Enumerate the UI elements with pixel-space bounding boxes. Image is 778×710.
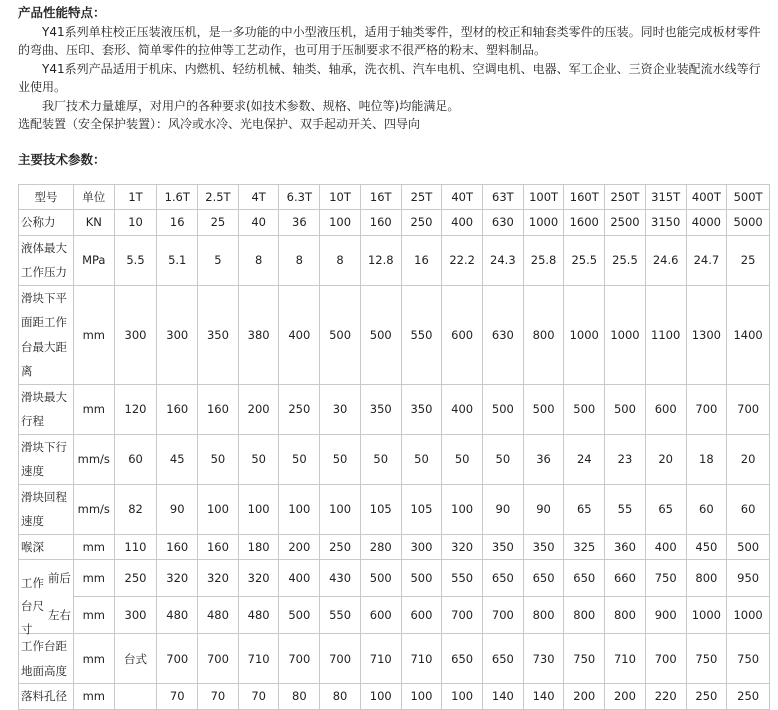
value-cell: 1600 bbox=[564, 210, 605, 236]
dim-label-front-back: 前后 bbox=[47, 571, 71, 585]
value-cell: 350 bbox=[401, 384, 442, 434]
table-row bbox=[19, 634, 770, 684]
value-cell: 140 bbox=[523, 684, 564, 710]
value-cell: 50 bbox=[198, 434, 239, 484]
value-cell: 500 bbox=[483, 384, 524, 434]
value-cell: 280 bbox=[360, 534, 401, 560]
value-cell: 360 bbox=[605, 534, 646, 560]
value-cell: 10 bbox=[114, 210, 157, 236]
row-label: 喉深 bbox=[19, 534, 74, 560]
value-cell: 24.3 bbox=[483, 235, 524, 285]
value-cell: 700 bbox=[320, 634, 361, 684]
spec-table bbox=[18, 184, 770, 710]
value-cell: 100 bbox=[401, 684, 442, 710]
value-cell: 50 bbox=[360, 434, 401, 484]
value-cell bbox=[114, 684, 157, 710]
header-cell: 40T bbox=[442, 185, 483, 210]
value-cell: 750 bbox=[727, 634, 770, 684]
intro-paragraph-3: 我厂技术力量雄厚，对用户的各种要求(如技术参数、规格、吨位等)均能满足。 bbox=[42, 98, 460, 113]
value-cell: 25 bbox=[198, 210, 239, 236]
value-cell: 50 bbox=[238, 434, 279, 484]
value-cell: 800 bbox=[523, 285, 564, 384]
value-cell: 105 bbox=[401, 484, 442, 534]
intro-paragraph-2: Y41系列产品适用于机床、内燃机、轻纺机械、轴类、轴承，洗衣机、汽车电机、空调电机、电器、军工企业、三资企业装配流水线等行业使用。 bbox=[18, 61, 761, 94]
value-cell: 5 bbox=[198, 235, 239, 285]
value-cell: 700 bbox=[645, 634, 686, 684]
value-cell: 710 bbox=[360, 634, 401, 684]
row-label: 落料孔径 bbox=[19, 684, 74, 710]
value-cell: 100 bbox=[279, 484, 320, 534]
value-cell: 16 bbox=[157, 210, 198, 236]
value-cell: 480 bbox=[157, 597, 198, 634]
value-cell: 430 bbox=[320, 560, 361, 597]
value-cell: 80 bbox=[279, 684, 320, 710]
value-cell: 500 bbox=[279, 597, 320, 634]
value-cell: 480 bbox=[238, 597, 279, 634]
value-cell: 900 bbox=[645, 597, 686, 634]
value-cell: 82 bbox=[114, 484, 157, 534]
value-cell: 100 bbox=[360, 684, 401, 710]
table-row bbox=[19, 560, 770, 597]
value-cell: 350 bbox=[198, 285, 239, 384]
value-cell: 350 bbox=[483, 534, 524, 560]
header-cell: 250T bbox=[605, 185, 646, 210]
value-cell: 500 bbox=[727, 534, 770, 560]
value-cell: 700 bbox=[483, 597, 524, 634]
value-cell: 4000 bbox=[686, 210, 727, 236]
intro-paragraph-1: Y41系列单柱校正压装液压机，是一多功能的中小型液压机，适用于轴类零件，型材的校正和轴套类零件的压装。同时也能完成板材零件的弯曲、压印、套形、简单零件的拉伸等工艺动作，也可用于压制要求不很严格的粉末、塑料制品。 bbox=[18, 24, 761, 57]
value-cell: 36 bbox=[523, 434, 564, 484]
table-header-row bbox=[19, 185, 770, 210]
table-row bbox=[19, 235, 770, 285]
value-cell: 700 bbox=[442, 597, 483, 634]
value-cell: 60 bbox=[686, 484, 727, 534]
header-cell: 315T bbox=[645, 185, 686, 210]
value-cell: 200 bbox=[279, 534, 320, 560]
value-cell: 650 bbox=[564, 560, 605, 597]
value-cell: 750 bbox=[686, 634, 727, 684]
value-cell: 25.5 bbox=[605, 235, 646, 285]
value-cell: 250 bbox=[727, 684, 770, 710]
value-cell: 300 bbox=[157, 285, 198, 384]
value-cell: 710 bbox=[401, 634, 442, 684]
value-cell: 55 bbox=[605, 484, 646, 534]
value-cell: 24.7 bbox=[686, 235, 727, 285]
value-cell: 400 bbox=[279, 560, 320, 597]
value-cell: 730 bbox=[523, 634, 564, 684]
value-cell: 16 bbox=[401, 235, 442, 285]
value-cell: 650 bbox=[483, 560, 524, 597]
value-cell: 380 bbox=[238, 285, 279, 384]
value-cell: 5.5 bbox=[114, 235, 157, 285]
value-cell: 40 bbox=[238, 210, 279, 236]
row-label: 滑块最大行程 bbox=[19, 384, 74, 434]
value-cell: 8 bbox=[238, 235, 279, 285]
value-cell: 70 bbox=[198, 684, 239, 710]
value-cell: 250 bbox=[686, 684, 727, 710]
unit-cell: mm bbox=[73, 384, 114, 434]
value-cell: 950 bbox=[727, 560, 770, 597]
value-cell: 1100 bbox=[645, 285, 686, 384]
value-cell: 600 bbox=[401, 597, 442, 634]
table-row bbox=[19, 210, 770, 236]
value-cell: 200 bbox=[605, 684, 646, 710]
value-cell: 650 bbox=[523, 560, 564, 597]
value-cell: 12.8 bbox=[360, 235, 401, 285]
header-cell: 2.5T bbox=[198, 185, 239, 210]
value-cell: 500 bbox=[320, 285, 361, 384]
unit-cell: mm bbox=[73, 534, 114, 560]
header-cell: 500T bbox=[727, 185, 770, 210]
header-cell: 16T bbox=[360, 185, 401, 210]
value-cell: 500 bbox=[360, 560, 401, 597]
value-cell: 700 bbox=[157, 634, 198, 684]
row-label: 工作台距地面高度 bbox=[19, 634, 74, 684]
features-heading: 产品性能特点： bbox=[18, 5, 106, 20]
row-label: 公称力 bbox=[19, 210, 74, 236]
value-cell: 1000 bbox=[686, 597, 727, 634]
value-cell: 650 bbox=[442, 634, 483, 684]
value-cell: 50 bbox=[320, 434, 361, 484]
value-cell: 160 bbox=[198, 384, 239, 434]
unit-cell: mm bbox=[73, 684, 114, 710]
value-cell: 750 bbox=[645, 560, 686, 597]
value-cell: 5.1 bbox=[157, 235, 198, 285]
value-cell: 1400 bbox=[727, 285, 770, 384]
value-cell: 1000 bbox=[727, 597, 770, 634]
header-cell: 1T bbox=[114, 185, 157, 210]
value-cell: 160 bbox=[360, 210, 401, 236]
params-heading: 主要技术参数： bbox=[18, 152, 106, 167]
value-cell: 500 bbox=[360, 285, 401, 384]
value-cell: 700 bbox=[727, 384, 770, 434]
value-cell: 160 bbox=[157, 384, 198, 434]
value-cell: 1000 bbox=[564, 285, 605, 384]
product-intro bbox=[18, 4, 770, 134]
value-cell: 8 bbox=[279, 235, 320, 285]
row-label: 滑块回程速度 bbox=[19, 484, 74, 534]
header-cell: 160T bbox=[564, 185, 605, 210]
value-cell: 630 bbox=[483, 285, 524, 384]
value-cell: 1300 bbox=[686, 285, 727, 384]
unit-cell: mm bbox=[73, 285, 114, 384]
value-cell: 500 bbox=[564, 384, 605, 434]
table-row bbox=[19, 484, 770, 534]
value-cell: 400 bbox=[645, 534, 686, 560]
header-cell: 25T bbox=[401, 185, 442, 210]
value-cell: 24.6 bbox=[645, 235, 686, 285]
table-row bbox=[19, 384, 770, 434]
value-cell: 710 bbox=[605, 634, 646, 684]
header-cell: 型号 bbox=[19, 185, 74, 210]
header-cell: 10T bbox=[320, 185, 361, 210]
value-cell: 100 bbox=[238, 484, 279, 534]
value-cell: 320 bbox=[238, 560, 279, 597]
value-cell: 5000 bbox=[727, 210, 770, 236]
value-cell: 70 bbox=[157, 684, 198, 710]
value-cell: 105 bbox=[360, 484, 401, 534]
value-cell: 90 bbox=[157, 484, 198, 534]
value-cell: 180 bbox=[238, 534, 279, 560]
value-cell: 700 bbox=[198, 634, 239, 684]
header-cell: 100T bbox=[523, 185, 564, 210]
value-cell: 480 bbox=[198, 597, 239, 634]
value-cell: 500 bbox=[523, 384, 564, 434]
value-cell: 400 bbox=[442, 210, 483, 236]
table-row bbox=[19, 285, 770, 384]
value-cell: 25 bbox=[727, 235, 770, 285]
value-cell: 80 bbox=[320, 684, 361, 710]
value-cell: 90 bbox=[523, 484, 564, 534]
value-cell: 50 bbox=[483, 434, 524, 484]
value-cell: 320 bbox=[442, 534, 483, 560]
value-cell: 200 bbox=[564, 684, 605, 710]
value-cell: 300 bbox=[114, 285, 157, 384]
value-cell: 300 bbox=[114, 597, 157, 634]
table-row bbox=[19, 434, 770, 484]
value-cell: 1000 bbox=[523, 210, 564, 236]
unit-cell: mm bbox=[73, 597, 114, 634]
value-cell: 660 bbox=[605, 560, 646, 597]
value-cell: 1000 bbox=[605, 285, 646, 384]
value-cell: 650 bbox=[483, 634, 524, 684]
value-cell: 20 bbox=[645, 434, 686, 484]
value-cell: 140 bbox=[483, 684, 524, 710]
header-cell: 400T bbox=[686, 185, 727, 210]
value-cell: 600 bbox=[442, 285, 483, 384]
value-cell: 45 bbox=[157, 434, 198, 484]
table-row bbox=[19, 684, 770, 710]
value-cell: 70 bbox=[238, 684, 279, 710]
value-cell: 700 bbox=[686, 384, 727, 434]
dim-label-left-right: 左右 bbox=[47, 608, 71, 622]
value-cell: 60 bbox=[727, 484, 770, 534]
value-cell: 100 bbox=[442, 484, 483, 534]
row-label: 液体最大工作压力 bbox=[19, 235, 74, 285]
value-cell: 550 bbox=[442, 560, 483, 597]
value-cell: 50 bbox=[401, 434, 442, 484]
value-cell: 710 bbox=[238, 634, 279, 684]
unit-cell: mm bbox=[73, 634, 114, 684]
value-cell: 18 bbox=[686, 434, 727, 484]
header-cell: 6.3T bbox=[279, 185, 320, 210]
value-cell: 100 bbox=[320, 484, 361, 534]
value-cell: 350 bbox=[360, 384, 401, 434]
value-cell: 60 bbox=[114, 434, 157, 484]
value-cell: 250 bbox=[320, 534, 361, 560]
table-row bbox=[19, 597, 770, 634]
value-cell: 250 bbox=[279, 384, 320, 434]
value-cell: 800 bbox=[605, 597, 646, 634]
value-cell: 36 bbox=[279, 210, 320, 236]
header-cell: 63T bbox=[483, 185, 524, 210]
value-cell: 800 bbox=[564, 597, 605, 634]
value-cell: 20 bbox=[727, 434, 770, 484]
value-cell: 500 bbox=[605, 384, 646, 434]
value-cell: 400 bbox=[279, 285, 320, 384]
value-cell: 25.8 bbox=[523, 235, 564, 285]
value-cell: 90 bbox=[483, 484, 524, 534]
row-label-worktable-size bbox=[19, 560, 74, 634]
unit-cell: mm/s bbox=[73, 484, 114, 534]
unit-cell: MPa bbox=[73, 235, 114, 285]
value-cell: 350 bbox=[523, 534, 564, 560]
value-cell: 600 bbox=[360, 597, 401, 634]
header-cell: 4T bbox=[238, 185, 279, 210]
value-cell: 700 bbox=[279, 634, 320, 684]
value-cell: 23 bbox=[605, 434, 646, 484]
intro-paragraph-4: 选配装置（安全保护装置）：风冷或水冷、光电保护、双手起动开关、四导向 bbox=[18, 117, 421, 131]
value-cell: 24 bbox=[564, 434, 605, 484]
value-cell: 100 bbox=[442, 684, 483, 710]
value-cell: 450 bbox=[686, 534, 727, 560]
unit-cell: mm/s bbox=[73, 434, 114, 484]
value-cell: 50 bbox=[442, 434, 483, 484]
value-cell: 100 bbox=[320, 210, 361, 236]
value-cell: 65 bbox=[564, 484, 605, 534]
value-cell: 8 bbox=[320, 235, 361, 285]
value-cell: 800 bbox=[686, 560, 727, 597]
value-cell: 630 bbox=[483, 210, 524, 236]
unit-cell: mm bbox=[73, 560, 114, 597]
value-cell: 110 bbox=[114, 534, 157, 560]
value-cell: 22.2 bbox=[442, 235, 483, 285]
value-cell: 100 bbox=[198, 484, 239, 534]
value-cell: 320 bbox=[198, 560, 239, 597]
value-cell: 160 bbox=[198, 534, 239, 560]
value-cell: 750 bbox=[564, 634, 605, 684]
header-cell: 1.6T bbox=[157, 185, 198, 210]
value-cell: 120 bbox=[114, 384, 157, 434]
table-row bbox=[19, 534, 770, 560]
value-cell: 3150 bbox=[645, 210, 686, 236]
value-cell: 160 bbox=[157, 534, 198, 560]
value-cell: 400 bbox=[442, 384, 483, 434]
value-cell: 500 bbox=[401, 560, 442, 597]
row-label: 滑块下行速度 bbox=[19, 434, 74, 484]
worktable-size-label: 工作台尺寸 bbox=[21, 576, 44, 636]
value-cell: 550 bbox=[401, 285, 442, 384]
value-cell: 台式 bbox=[114, 634, 157, 684]
header-cell: 单位 bbox=[73, 185, 114, 210]
value-cell: 25.5 bbox=[564, 235, 605, 285]
value-cell: 800 bbox=[523, 597, 564, 634]
value-cell: 250 bbox=[401, 210, 442, 236]
value-cell: 200 bbox=[238, 384, 279, 434]
value-cell: 65 bbox=[645, 484, 686, 534]
unit-cell: KN bbox=[73, 210, 114, 236]
value-cell: 320 bbox=[157, 560, 198, 597]
value-cell: 250 bbox=[114, 560, 157, 597]
row-label: 滑块下平面距工作台最大距离 bbox=[19, 285, 74, 384]
value-cell: 2500 bbox=[605, 210, 646, 236]
value-cell: 600 bbox=[645, 384, 686, 434]
value-cell: 550 bbox=[320, 597, 361, 634]
value-cell: 325 bbox=[564, 534, 605, 560]
value-cell: 220 bbox=[645, 684, 686, 710]
value-cell: 50 bbox=[279, 434, 320, 484]
value-cell: 300 bbox=[401, 534, 442, 560]
value-cell: 30 bbox=[320, 384, 361, 434]
